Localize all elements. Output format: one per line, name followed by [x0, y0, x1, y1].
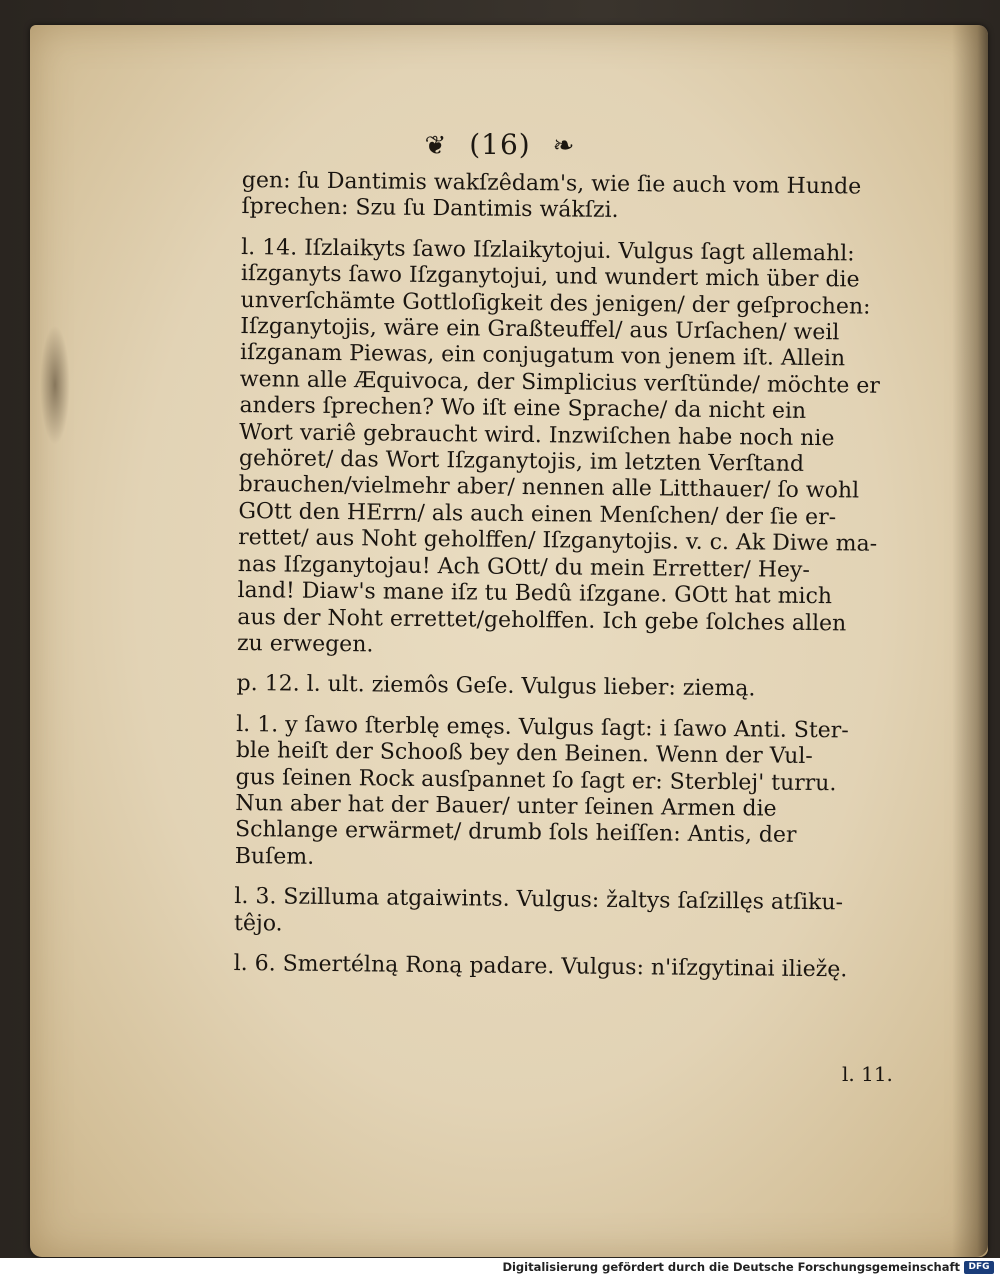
page-stain	[40, 325, 70, 445]
left-ornament-icon: ❦	[424, 131, 448, 161]
text-line: aus der Noht errettet/geholffen. Ich gebe ſolches allen	[237, 604, 847, 636]
text-paragraph	[241, 168, 908, 228]
text-paragraph	[237, 235, 907, 664]
text-line: Schlange erwärmet/ drumb ſols heiſſen: Antis, der	[234, 817, 797, 849]
text-line: wenn alle Æquivoca, der Simplicius verſtünde/ möchte er	[239, 366, 881, 399]
text-line: iſzganam Piewas, ein conjugatum von jenem iſt. Allein	[239, 340, 846, 372]
text-paragraph	[234, 884, 901, 944]
page-text-body	[234, 168, 908, 984]
text-line: nas Iſzganytojau! Ach GOtt/ du mein Erretter/ Hey-	[237, 551, 810, 583]
page-header	[0, 128, 1000, 161]
text-line: rettet/ aus Noht geholffen/ Iſzganytojis. v. c. Ak Diwe ma-	[237, 525, 878, 557]
page-spine-shadow	[952, 25, 988, 1257]
dfg-logo: DFG	[964, 1261, 994, 1274]
text-line: zu erwegen.	[236, 630, 374, 658]
text-line: land! Diaw's mane iſz tu Bedû iſzgane. GOtt hat mich	[237, 578, 833, 610]
footer-credit: Digitalisierung gefördert durch die Deutsche Forschungsgemeinschaft	[502, 1260, 960, 1274]
text-line: brauchen/vielmehr aber/ nennen alle Litthauer/ ſo wohl	[238, 472, 860, 504]
text-line: Iſzganytojis, wäre ein Graßteuffel/ aus Urſachen/ weil	[240, 314, 840, 346]
text-line: anders ſprechen? Wo iſt eine Sprache/ da nicht ein	[239, 393, 807, 425]
text-line: iſzganyts ſawo Iſzganytojui, und wundert mich über die	[240, 261, 860, 293]
text-line: Nun aber hat der Bauer/ unter ſeinen Armen die	[235, 790, 777, 822]
text-paragraph	[236, 671, 902, 704]
text-line: l. 1. y ſawo ſterblę emęs. Vulgus ſagt: i ſawo Anti. Ster-	[236, 711, 849, 744]
text-line: gus ſeinen Rock ausſpannet ſo ſagt er: Sterblej' turru.	[235, 764, 837, 796]
text-line: l. 6. Smertélną Roną padare. Vulgus: n'iſzgytinai iliežę.	[233, 950, 848, 983]
text-line: l. 14. Iſzlaikyts ſawo Iſzlaikytojui. Vulgus ſagt allemahl:	[241, 234, 855, 267]
text-line: GOtt den HErrn/ als auch einen Menſchen/ der ſie er-	[238, 498, 837, 531]
text-paragraph	[235, 712, 903, 877]
text-line: ble heiſt der Schooß bey den Beinen. Wenn der Vul-	[235, 738, 813, 770]
catchword: l. 11.	[842, 1062, 893, 1086]
text-line: unverſchämte Gottloſigkeit des jenigen/ der geſprochen:	[240, 287, 871, 320]
page-number: (16)	[469, 128, 531, 161]
text-line: Wort variê gebraucht wird. Inzwiſchen habe noch nie	[239, 419, 835, 451]
text-line: ſprechen: Szu ſu Dantimis wákſzi.	[241, 194, 619, 224]
text-line: gen: ſu Dantimis wakſzêdam's, wie ſie auch vom Hunde	[241, 168, 862, 200]
text-line: Buſem.	[234, 843, 315, 870]
text-line: p. 12. l. ult. ziemôs Geſe. Vulgus lieber: ziemą.	[236, 671, 756, 702]
footer-bar	[0, 1258, 1000, 1278]
text-line: l. 3. Szilluma atgaiwints. Vulgus: žaltys ſaſzillęs atſiku-	[234, 884, 844, 916]
right-ornament-icon: ❧	[552, 131, 576, 161]
text-line: têjo.	[233, 910, 283, 937]
text-line: gehöret/ das Wort Iſzganytojis, im letzten Verſtand	[238, 446, 805, 477]
